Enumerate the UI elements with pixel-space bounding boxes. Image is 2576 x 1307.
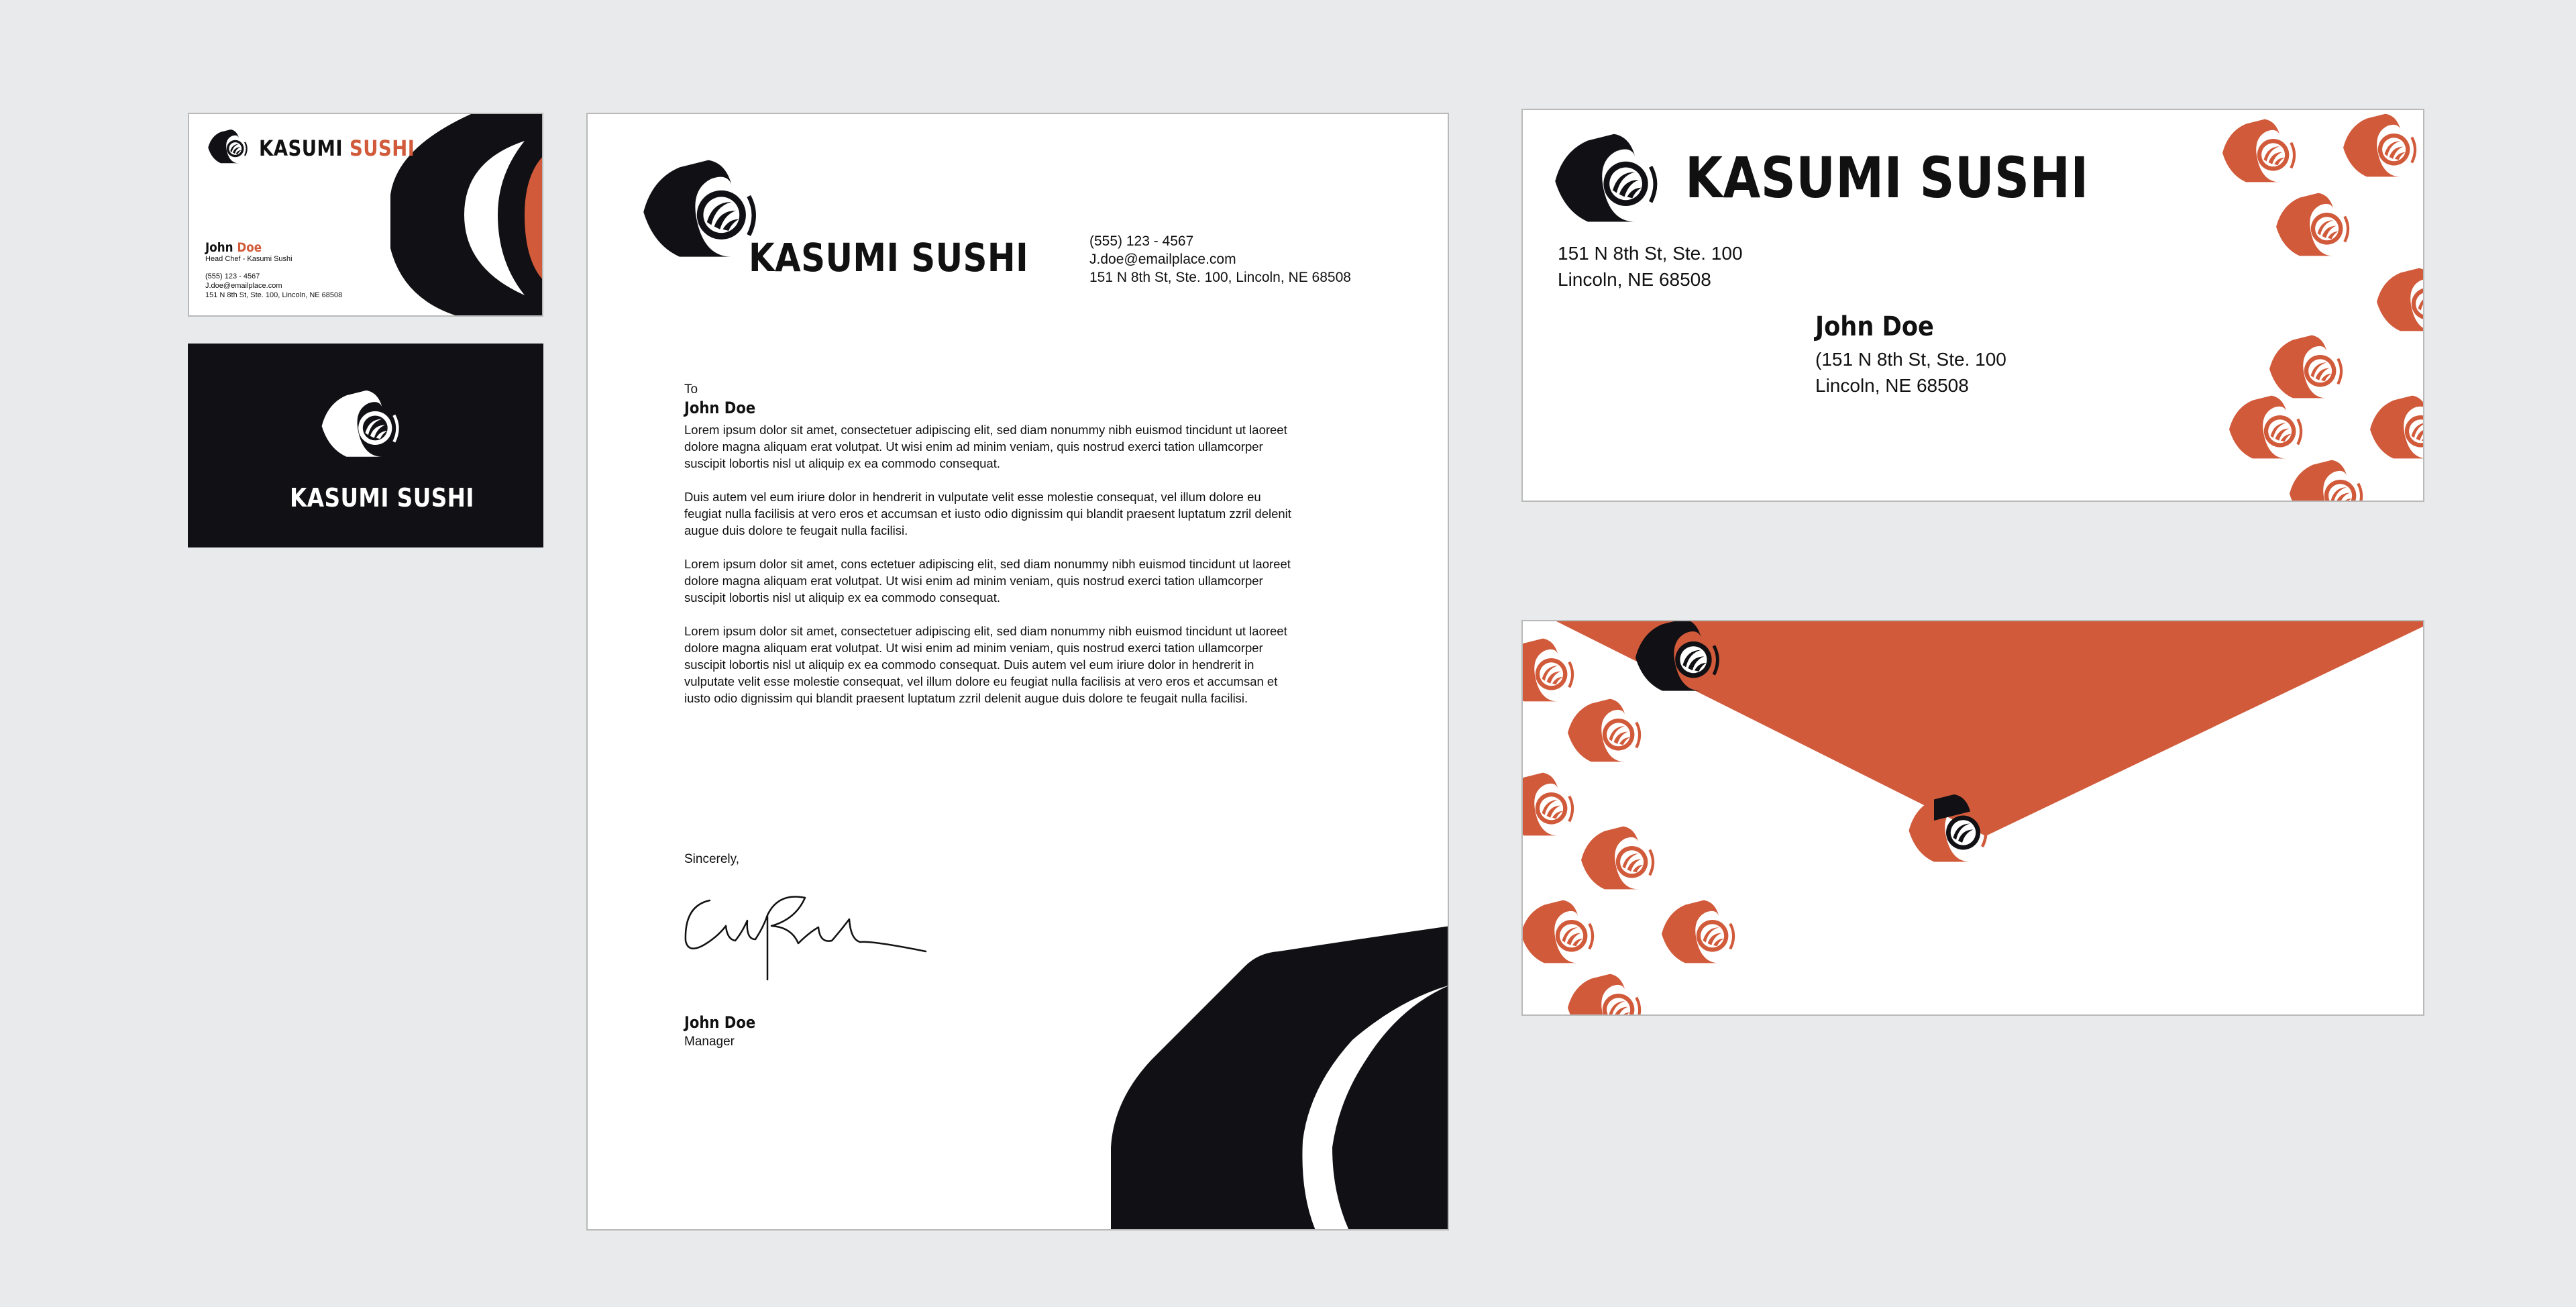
card-address: 151 N 8th St, Ste. 100, Lincoln, NE 68508 [205, 291, 343, 299]
recipient-address-line: (151 N 8th St, Ste. 100 [1815, 349, 2006, 370]
brand-word-kasumi: KASUMI [259, 136, 343, 161]
letterhead-swoosh-graphic [1111, 926, 1449, 1231]
kasumi-logo-icon [313, 386, 420, 466]
closing: Sincerely, [684, 852, 740, 866]
envelope-front [1521, 109, 2424, 502]
letter-line: dolore magna aliquam erat volutpat. Ut wisi enim ad minim veniam, quis nostrud exerci tation ullamcorper [684, 439, 1263, 454]
letter-line: vulputate velit esse molestie consequat, vel illum dolore eu feugiat nulla facilisis at vero eros et accumsan et [684, 674, 1278, 688]
letter-line: suscipit lobortis nisl ut aliquip ex ea commodo consequat. Duis autem vel eum iriure dolor in hendrerit in [684, 658, 1254, 672]
card-name-last: Doe [237, 240, 262, 255]
business-card-back [188, 344, 543, 547]
return-address-line: Lincoln, NE 68508 [1558, 269, 1711, 290]
signature-graphic [678, 879, 932, 986]
signer-name: John Doe [684, 1013, 756, 1032]
letterhead-phone: (555) 123 - 4567 [1089, 233, 1194, 249]
signer-title: Manager [684, 1035, 735, 1049]
pattern-logos-graphic [2218, 110, 2424, 502]
letter-line: Lorem ipsum dolor sit amet, cons ectetuer adipiscing elit, sed diam nonummy nibh euismod tincidunt ut laoreet [684, 557, 1291, 571]
recipient-name: John Doe [684, 399, 756, 417]
kasumi-logo-icon [1547, 129, 1681, 233]
letterhead [586, 113, 1449, 1231]
card-phone: (555) 123 - 4567 [205, 272, 260, 280]
letter-line: Lorem ipsum dolor sit amet, consectetuer adipiscing elit, sed diam nonummy nibh euismod tincidunt ut laoreet [684, 423, 1287, 437]
return-address-line: 151 N 8th St, Ste. 100 [1558, 243, 1743, 264]
business-card-front [188, 113, 543, 317]
letter-paragraph [684, 488, 1375, 539]
letter-line: Duis autem vel eum iriure dolor in hendrerit in vulputate velit esse molestie consequat, vel illum dolore eu [684, 490, 1261, 504]
letter-line: suscipit lobortis nisl ut aliquip ex ea commodo consequat. [684, 590, 1000, 605]
card-email: J.doe@emailplace.com [205, 282, 282, 290]
letterhead-brand-name: KASUMI SUSHI [749, 235, 1029, 280]
recipient-address-line: Lincoln, NE 68508 [1815, 375, 1969, 396]
card-holder-name [205, 240, 262, 255]
letter-paragraph [684, 623, 1375, 707]
card-name-first: John [205, 240, 233, 255]
card-title: Head Chef - Kasumi Sushi [205, 255, 292, 263]
letterhead-email: J.doe@emailplace.com [1089, 252, 1236, 267]
envelope-back [1521, 620, 2424, 1016]
letter-paragraph [684, 556, 1375, 606]
envelope-recipient-address [1815, 346, 2006, 399]
letterhead-contact [1089, 232, 1351, 286]
kasumi-logo-icon [205, 127, 256, 168]
letter-line: feugiat nulla facilisis at vero eros et accumsan et iusto odio dignissim qui blandit praesent luptatum zzril delenit [684, 507, 1291, 521]
letter-line: Lorem ipsum dolor sit amet, consectetuer adipiscing elit, sed diam nonummy nibh euismod tincidunt ut laoreet [684, 624, 1287, 638]
kasumi-logo-icon [1630, 620, 1737, 700]
letter-body [684, 421, 1375, 707]
letter-line: iusto odio dignissim qui blandit praesent luptatum zzril delenit augue duis dolore te feugait nulla facilisi. [684, 691, 1248, 705]
letter-line: dolore magna aliquam erat volutpat. Ut wisi enim ad minim veniam, quis nostrud exerci tation ullamcorper [684, 574, 1263, 588]
card-brand-name [259, 136, 415, 161]
return-address [1558, 240, 1743, 293]
card-back-brand-name: KASUMI SUSHI [290, 483, 475, 513]
envelope-recipient-name: John Doe [1815, 311, 1934, 342]
letter-line: suscipit lobortis nisl ut aliquip ex ea commodo consequat. [684, 456, 1000, 470]
to-label: To [684, 382, 698, 397]
letter-line: dolore magna aliquam erat volutpat. Ut wisi enim ad minim veniam, quis nostrud exerci tation ullamcorper [684, 641, 1263, 655]
envelope-brand-name: KASUMI SUSHI [1685, 145, 2089, 211]
letter-line: augue duis dolore te feugait nulla facilisi. [684, 523, 908, 537]
letterhead-address: 151 N 8th St, Ste. 100, Lincoln, NE 68508 [1089, 270, 1351, 285]
letter-paragraph [684, 421, 1375, 472]
seal-logo-icon [1904, 790, 2004, 871]
brand-word-sushi: SUSHI [350, 136, 415, 161]
